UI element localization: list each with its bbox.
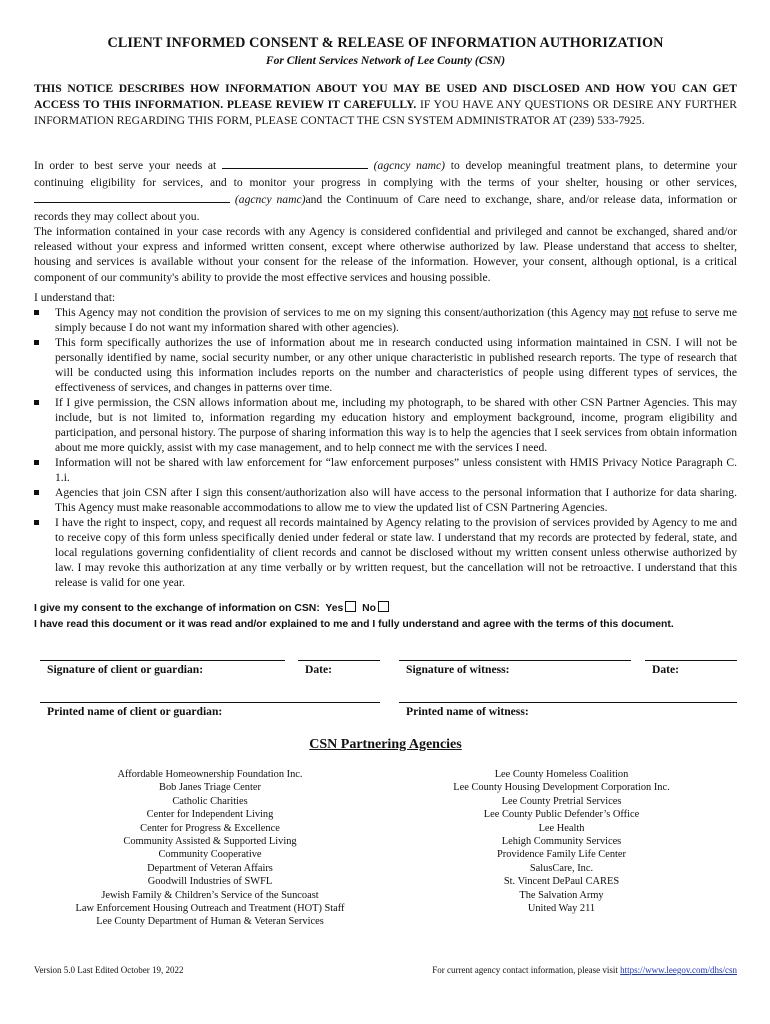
list-item: St. Vincent DePaul CARES <box>503 876 620 888</box>
agencies-heading <box>34 737 737 753</box>
bullet-3-text: If I give permission, the CSN allows information about me, including my photograph, to be shared with other CSN Partner Agencies. This may include, but is not limited to, information regarding my education history and employment background, income, program eligibility and participation, and personal history. The purpose of sharing information this way is to help the agencies that I seek services from obtain information about me more quickly, assist with my case management, and to help connect me with the services I need. <box>55 396 737 454</box>
agencies-heading-text: CSN Partnering Agencies <box>309 737 462 752</box>
list-item <box>34 515 737 590</box>
yes-label: Yes <box>325 603 344 614</box>
bullet-icon <box>34 520 39 525</box>
witness-name-label: Printed name of witness: <box>406 705 529 718</box>
contact-footer <box>432 965 737 975</box>
version-footer: Version 5.0 Last Edited October 19, 2022 <box>34 965 184 975</box>
yes-checkbox[interactable] <box>345 601 356 612</box>
list-item: Affordable Homeownership Foundation Inc. <box>117 769 303 780</box>
consent-question-text: I give my consent to the exchange of information on CSN: <box>34 603 320 614</box>
bullet-5-text: Agencies that join CSN after I sign this consent/authorization also will have access to the personal information that I authorize for data sharing. This Agency must make reasonable accommodations to allow me to view the updated list of CSN Partnering Agencies. <box>55 486 737 514</box>
client-name-label: Printed name of client or guardian: <box>47 705 223 718</box>
witness-date-label: Date: <box>652 663 680 676</box>
list-item: The Salvation Army <box>519 889 604 901</box>
bullet-1-text-a: This Agency may not condition the provision of services to me on my signing this consent/authorization (this Agency may <box>55 306 634 319</box>
client-signature-label: Signature of client or guardian: <box>47 663 204 676</box>
witness-signature-line[interactable] <box>399 660 631 661</box>
list-item: Lee Health <box>538 822 585 834</box>
bullet-6-text: I have the right to inspect, copy, and request all records maintained by Agency relating to the provision of services provided by Agency to me and to receive copy of this form unless specifically denied under federal or state law. I understand that my records are protected by federal, state, and local regulations governing confidentiality of client records and cannot be disclosed without my written consent unless otherwise authorized by law. I may revoke this authorization at any time verbally or by written request, but the cancellation will not be retroactive. I understand that this release is valid for one year. <box>55 516 737 589</box>
agency-name-label-2: (agcncy namc) <box>234 193 306 206</box>
list-item: Bob Janes Triage Center <box>159 782 261 794</box>
client-name-line[interactable] <box>40 702 380 703</box>
para1-text-3: and the Continuum of Care need to exchange, share, and/or release data, information or records they may collect about you. <box>34 193 738 223</box>
list-item: Department of Veteran Affairs <box>147 862 273 874</box>
list-item: Catholic Charities <box>172 795 248 807</box>
list-item: Providence Family Life Center <box>497 849 626 861</box>
notice-contact-text: IF YOU HAVE ANY QUESTIONS OR DESIRE ANY FURTHER INFORMATION REGARDING THIS FORM, PLEASE CONTACT THE CSN SYSTEM ADMINISTRATOR AT (239) 533-7925. <box>34 98 738 127</box>
csn-website-link[interactable]: https://www.leegov.com/dhs/csn <box>620 965 737 975</box>
list-item: Community Assisted & Supported Living <box>123 836 297 848</box>
bullet-1-text-b: refuse to serve me simply because I do not want my information shared with other agencies). <box>55 306 737 334</box>
list-item <box>34 395 737 455</box>
form-title: CLIENT INFORMED CONSENT & RELEASE OF INFORMATION AUTHORIZATION <box>107 35 664 51</box>
list-item: Goodwill Industries of SWFL <box>147 876 273 888</box>
bullet-2-text: This form specifically authorizes the use of information about me in research conducted using information maintained in CSN. I will not be personally identified by name, social security number, or any other unique characteristic in published research reports. The type of research that will be conducted using this information includes reports on the number and characteristics of people using different types of services, the effectiveness of services, and changes in patterns over time. <box>55 336 737 394</box>
list-item: Center for Progress & Excellence <box>140 822 280 834</box>
list-item: Lee County Pretrial Services <box>501 795 622 807</box>
list-item <box>34 305 737 335</box>
no-label: No <box>362 603 376 614</box>
para1-text-1: In order to best serve your needs at <box>34 159 222 172</box>
list-item: Lee County Housing Development Corporation Inc. <box>453 782 670 794</box>
list-item: SalusCare, Inc. <box>529 862 594 874</box>
bullet-icon <box>34 490 39 495</box>
agreement-statement: I have read this document or it was read and/or explained to me and I fully understand and agree with the terms of this document. <box>34 619 674 630</box>
list-item <box>34 455 737 485</box>
list-item: Lee County Department of Human & Veteran Services <box>96 916 324 928</box>
bullet-icon <box>34 460 39 465</box>
list-item <box>34 335 737 395</box>
list-item: Center for Independent Living <box>146 809 274 821</box>
understanding-section <box>34 290 737 590</box>
notice-bold-text: THIS NOTICE DESCRIBES HOW INFORMATION ABOUT YOU MAY BE USED AND DISCLOSED AND HOW YOU CAN GET ACCESS TO THIS INFORMATION. PLEASE REVIEW IT CAREFULLY. <box>34 82 737 111</box>
client-date-line[interactable] <box>298 660 380 661</box>
understanding-list <box>34 305 737 590</box>
contact-footer-text: For current agency contact information, please visit <box>432 965 621 975</box>
list-item: Jewish Family & Children’s Service of the Suncoast <box>101 889 319 901</box>
list-item: Lee County Homeless Coalition <box>494 769 629 780</box>
agency-name-blank-1[interactable] <box>222 157 368 169</box>
understand-intro: I understand that: <box>34 291 116 304</box>
witness-date-line[interactable] <box>645 660 737 661</box>
consent-section <box>34 601 737 633</box>
consent-question <box>34 601 737 617</box>
list-item: Law Enforcement Housing Outreach and Treatment (HOT) Staff <box>75 903 345 915</box>
list-item: United Way 211 <box>527 903 596 915</box>
bullet-icon <box>34 400 39 405</box>
para1-text-2: to develop meaningful treatment plans, to determine your continuing eligibility for services, and to monitor your progress in complying with the terms of your shelter, housing or other services, <box>34 159 737 189</box>
agencies-right-column <box>386 768 737 915</box>
bullet-icon <box>34 340 39 345</box>
bullet-4-text: Information will not be shared with law enforcement for “law enforcement purposes” unless consistent with HMIS Privacy Notice Paragraph C. 1.i. <box>55 456 737 484</box>
agency-name-blank-2[interactable] <box>34 191 230 203</box>
confidentiality-paragraph: The information contained in your case records with any Agency is considered confidential and privileged and cannot be exchanged, shared and/or released without your express and informed written consent, except where otherwise authorized by law. Please understand that access to shelter, housing and services is available without your consent for the release of the information. However, your consent, although optional, is a critical component of our community's ability to provide the most effective services and housing possible. <box>34 225 737 284</box>
list-item: Lee County Public Defender’s Office <box>483 809 640 821</box>
no-checkbox[interactable] <box>378 601 389 612</box>
list-item: Lehigh Community Services <box>501 836 622 848</box>
bullet-1-emphasis: not <box>633 306 648 319</box>
list-item: Community Cooperative <box>158 849 262 861</box>
agencies-left-column <box>34 768 386 929</box>
client-signature-line[interactable] <box>40 660 285 661</box>
bullet-icon <box>34 310 39 315</box>
form-subtitle: For Client Services Network of Lee County (CSN) <box>265 54 506 67</box>
witness-name-line[interactable] <box>399 702 737 703</box>
privacy-notice <box>34 81 737 129</box>
list-item <box>34 485 737 515</box>
client-date-label: Date: <box>305 663 333 676</box>
witness-signature-label: Signature of witness: <box>406 663 510 676</box>
agency-purpose-paragraph <box>34 157 737 225</box>
agency-name-label-1: (agcncy namc) <box>373 159 446 172</box>
